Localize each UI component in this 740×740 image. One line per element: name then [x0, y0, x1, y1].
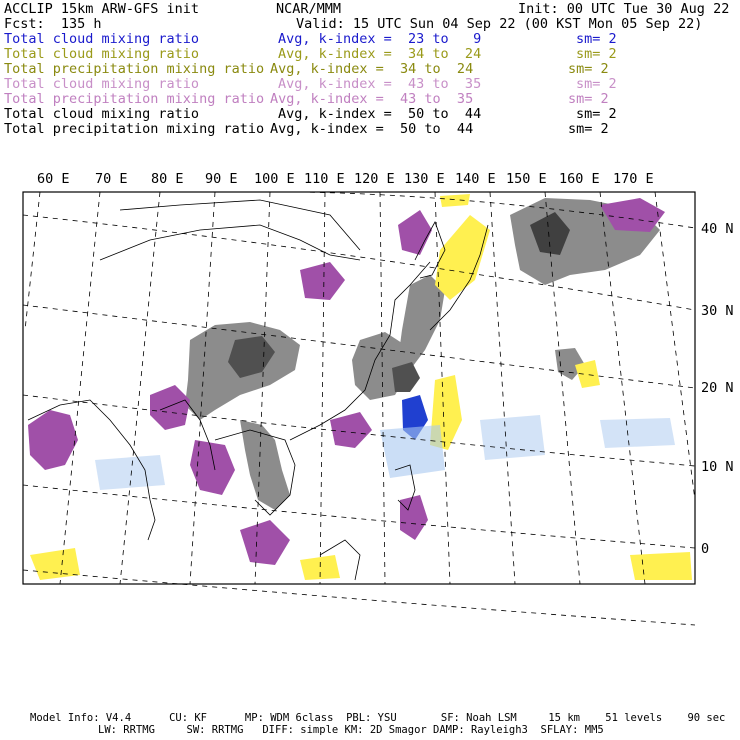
- legend-name: Total precipitation mixing ratio: [4, 121, 265, 137]
- legend-avg: Avg, k-index = 34 to 24: [270, 61, 474, 77]
- legend-sm: sm= 2: [576, 76, 617, 92]
- legend-sm: sm= 2: [576, 106, 617, 122]
- lon-label: 100 E: [254, 171, 295, 187]
- legend-avg: Avg, k-index = 50 to 44: [270, 121, 474, 137]
- legend-name: Total precipitation mixing ratio: [4, 91, 265, 107]
- cloud-light-blue-4: [600, 418, 675, 448]
- legend-sm: sm= 2: [568, 61, 609, 77]
- model-info-line1: Model Info: V4.4 CU: KF MP: WDM 6class PBL: YSU SF: Noah LSM 15 km 51 levels 90 sec: [30, 712, 726, 724]
- cloud-yellow-nw: [440, 194, 470, 207]
- model-info-line2: LW: RRTMG SW: RRTMG DIFF: simple KM: 2D Smagor DAMP: Rayleigh3 SFLAY: MM5: [98, 724, 604, 736]
- legend-avg: Avg, k-index = 43 to 35: [270, 91, 474, 107]
- lon-label: 150 E: [506, 171, 547, 187]
- legend-sm: sm= 2: [576, 31, 617, 47]
- legend-sm: sm= 2: [576, 46, 617, 62]
- lon-label: 70 E: [95, 171, 128, 187]
- legend-avg: Avg, k-index = 43 to 35: [278, 76, 482, 92]
- valid-time: Valid: 15 UTC Sun 04 Sep 22 (00 KST Mon 05 Sep 22): [296, 16, 703, 32]
- lat-label: 20 N: [701, 380, 734, 396]
- legend-avg: Avg, k-index = 34 to 24: [278, 46, 482, 62]
- lon-label: 170 E: [613, 171, 654, 187]
- forecast-hour: Fcst: 135 h: [4, 16, 102, 32]
- cloud-light-blue-2: [480, 415, 545, 460]
- legend-avg: Avg, k-index = 50 to 44: [278, 106, 482, 122]
- legend-name: Total cloud mixing ratio: [4, 106, 200, 122]
- legend-name: Total cloud mixing ratio: [4, 46, 200, 62]
- legend-name: Total cloud mixing ratio: [4, 31, 200, 47]
- model-title: ACCLIP 15km ARW-GFS init: [4, 1, 200, 17]
- lon-label: 110 E: [304, 171, 345, 187]
- cloud-light-blue-1: [380, 425, 445, 478]
- legend-sm: sm= 2: [568, 121, 609, 137]
- lon-label: 140 E: [455, 171, 496, 187]
- lat-label: 10 N: [701, 459, 734, 475]
- lon-label: 120 E: [354, 171, 395, 187]
- legend-name: Total precipitation mixing ratio: [4, 61, 265, 77]
- lon-label: 60 E: [37, 171, 70, 187]
- lat-label: 40 N: [701, 221, 734, 237]
- lat-label: 30 N: [701, 303, 734, 319]
- org-label: NCAR/MMM: [276, 1, 342, 17]
- lon-label: 80 E: [151, 171, 184, 187]
- legend-avg: Avg, k-index = 23 to 9: [278, 31, 482, 47]
- cloud-yellow-se: [630, 552, 692, 580]
- init-time: Init: 00 UTC Tue 30 Aug 22: [518, 1, 730, 17]
- lat-label: 0: [701, 541, 710, 557]
- legend-name: Total cloud mixing ratio: [4, 76, 200, 92]
- lon-label: 160 E: [559, 171, 600, 187]
- legend-sm: sm= 2: [568, 91, 609, 107]
- lon-label: 90 E: [205, 171, 238, 187]
- lon-label: 130 E: [404, 171, 445, 187]
